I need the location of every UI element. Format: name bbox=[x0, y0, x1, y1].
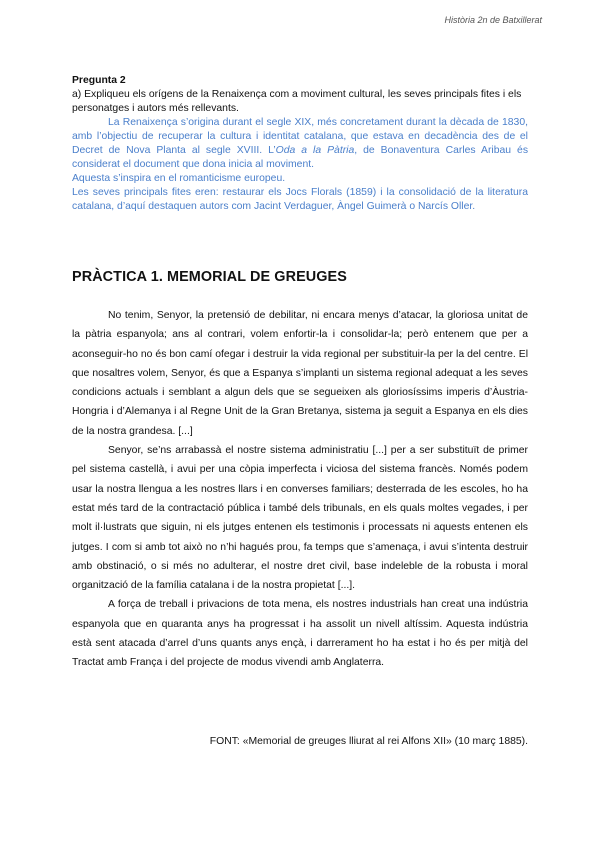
question-title: Pregunta 2 bbox=[72, 75, 126, 86]
answer-paragraph-3: Les seves principals fites eren: restaurar els Jocs Florals (1859) i la consolidació de la literatura catalana, d’aquí destaquen autors com Jacint Verdaguer, Àngel Guimerà o Narcís Oller. bbox=[72, 187, 528, 212]
question-prompt: a) Expliqueu els orígens de la Renaixença com a moviment cultural, les seves principals fites i els personatges i autors més rellevants. bbox=[72, 89, 522, 114]
answer-text: , de Bonaventura Carles Aribau és considerat el document que dona inicia al moviment. bbox=[72, 145, 529, 170]
document-body bbox=[72, 306, 528, 673]
source-citation: FONT: «Memorial de greuges lliurat al rei Alfons XII» (10 març 1885). bbox=[209, 736, 528, 747]
answer-italic-title: Oda a la Pàtria bbox=[275, 145, 355, 156]
answer-text: La Renaixença s’origina durant el segle XIX, més concretament durant la dècada de 1830, amb l’objectiu de recuperar la cultura i identitat catalana, que estava en decadència des de el Decret de Nova Planta al segle XVIII. L’ bbox=[72, 117, 528, 156]
answer-paragraph-2: Aquesta s’inspira en el romanticisme europeu. bbox=[72, 173, 286, 184]
section-title: PRÀCTICA 1. MEMORIAL DE GREUGES bbox=[72, 269, 347, 285]
question-block bbox=[72, 74, 528, 214]
body-paragraph: A força de treball i privacions de tota mena, els nostres industrials han creat una indústria espanyola que en quaranta anys ha progressat i ha assolit un nivell altíssim. Aquesta indústria està sent atacada d’arrel d’uns quants anys ençà, i darrerament ho ha estat i ho és per mitjà del Tractat amb França i del projecte de modus vivendi amb Anglaterra. bbox=[72, 599, 528, 669]
answer-paragraph-1 bbox=[72, 116, 528, 172]
body-paragraph: No tenim, Senyor, la pretensió de debilitar, ni encara menys d’atacar, la gloriosa unitat de la pàtria espanyola; ans al contrari, volem enfortir-la i consolidar-la; però entenem que per a aconseguir-ho no és bon camí ofegar i destruir la vida regional per substituir-la per la del centre. El que nosaltres volem, Senyor, és que a Espanya s’implanti un sistema regional adequat a les seves condicions actuals i semblant a algun dels que se segueixen als gloriosíssims imperis d’Àustria-Hongria i d’Alemanya i al Regne Unit de la Gran Bretanya, sistema ja seguit a Espanya en els dies de la nostra grandesa. [...] bbox=[72, 310, 528, 437]
body-paragraph: Senyor, se’ns arrabassà el nostre sistema administratiu [...] per a ser substituït de primer pel sistema castellà, i avui per una còpia imperfecta i viciosa del sistema francès. Només podem usar la nostra llengua a les nostres llars i en converses familiars; desterrada de les escoles, ho ha estat més tard de la contractació pública i també dels tribunals, en els quals moltes vegades, i per molt il·lustrats que siguin, ni els jutges entenen els testimonis i processats ni aquests entenen els jutges. I com si amb tot això no n’hi hagués prou, fa temps que s’amenaça, i avui s’intenta destruir amb obstinació, o si més no adulterar, el nostre dret civil, base indeleble de la robusta i moral organització de la família catalana i de la nostra propietat [...]. bbox=[72, 445, 528, 592]
page-header: Història 2n de Batxillerat bbox=[444, 15, 542, 25]
